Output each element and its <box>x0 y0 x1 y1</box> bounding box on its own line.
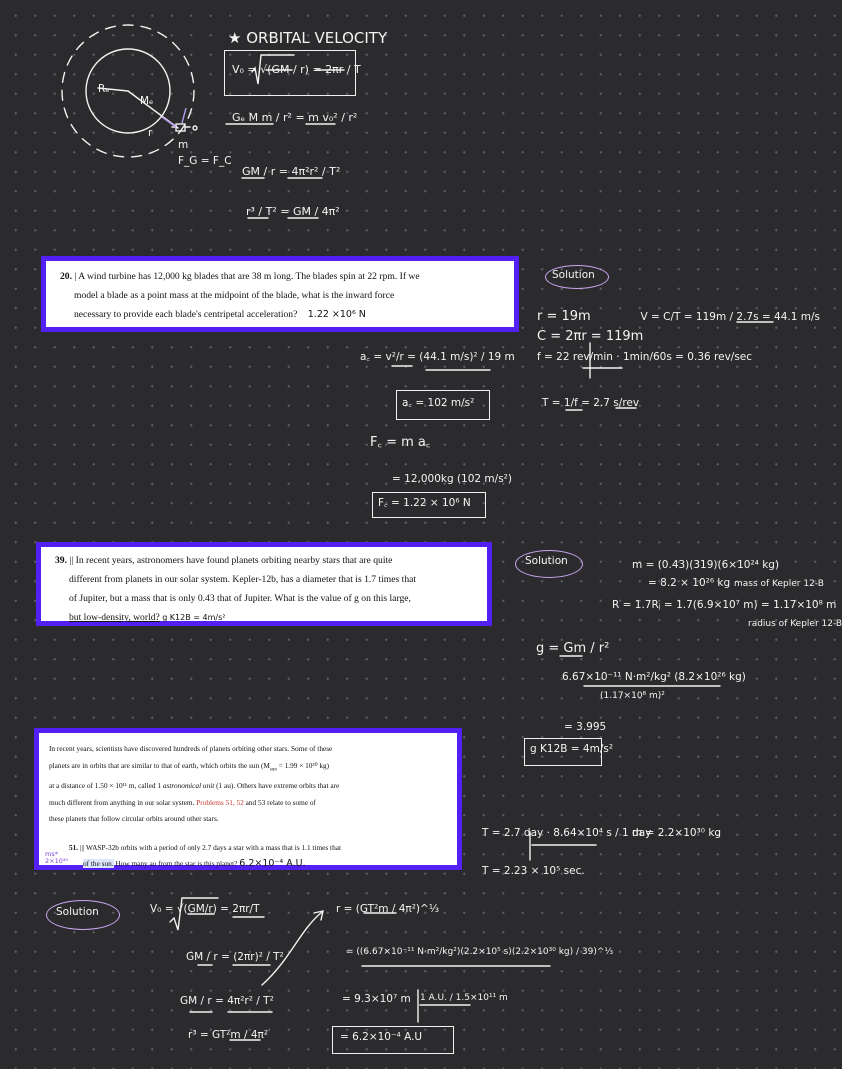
problem-51-intro-5: these planets that follow circular orbits around other stars. <box>49 814 219 824</box>
problem-51-number: 51. <box>69 842 79 852</box>
diagram-label-re: Rₑ <box>98 83 110 95</box>
solution-51-label: Solution <box>56 906 99 918</box>
solution-51-conversion: 1 A.U. / 1.5×10¹¹ m <box>420 993 508 1003</box>
problem-51-card: In recent years, scientists have discovered hundreds of planets orbiting other stars. Some of these planets are in orbits that are similar to that of earth, which orbits the sun ($M_{sun} = 1.99 \times 10^{30}$ kg) at a distance of 1.50 × 10¹¹ m, called 1 astronomical unit (1 au). Others have extreme orbits that are much different from anything in our solar system. Problems 51, 52 and 53 relate to some of these planets that follow circular orbits around other stars. 51. ||| WASP-32b orbits with a period of only 2.7 days a star with a mass that is 1.1 times that of the sun. How many au from the star is this planet? 6.2×10⁻⁴ A.U. ms* 2×10³⁰ <box>34 728 462 870</box>
kepler-line: GM / r = 4π²r² / T² <box>242 165 341 178</box>
problem-51-link-52[interactable]: , 52 <box>232 797 244 807</box>
solution-39-label: Solution <box>525 555 568 567</box>
solution-20-velocity: V = C/T = 119m / 2.7s = 44.1 m/s <box>640 311 820 323</box>
problem-20-number: 20. <box>60 271 72 282</box>
problem-39-text-4: but low-density, world? <box>69 612 160 623</box>
solution-51-line-4: r³ = GT²m / 4π² <box>188 1029 269 1041</box>
solution-39-g-value: = 3.995 <box>564 721 607 733</box>
solution-20-label: Solution <box>552 269 595 281</box>
solution-20-period: T = 1/f = 2.7 s/rev <box>542 397 640 409</box>
solution-51-mass: m = 2.2×10³⁰ kg <box>632 827 722 839</box>
problem-51-intro-3b: astronomical unit <box>162 781 215 791</box>
problem-51-intro-3a: at a distance of 1.50 × 10¹¹ m, called 1 <box>49 781 163 791</box>
problem-51-text-1: WASP-32b orbits with a period of only 2.7 days a star with a mass that is 1.1 times that <box>86 842 342 852</box>
diagram-label-me: Mₑ <box>140 95 154 107</box>
solution-20-fc-sub: = 12,000kg (102 m/s²) <box>392 473 512 485</box>
problem-51-margin-note: ms* 2×10³⁰ <box>45 850 69 865</box>
solution-20-circumference: C = 2πr = 119m <box>537 329 644 344</box>
diagram-label-m: m <box>178 139 189 151</box>
problem-51-intro-3c: (1 au). Others have extreme orbits that are <box>214 781 340 791</box>
solution-51-line-2: GM / r = (2πr)² / T² <box>186 951 284 963</box>
problem-20-text-2: model a blade as a point mass at the midpoint of the blade, what is the inward force <box>74 290 395 301</box>
solution-51-r-meters: = 9.3×10⁷ m <box>342 993 411 1005</box>
solution-20-frequency: f = 22 rev/min · 1min/60s = 0.36 rev/sec <box>537 351 753 363</box>
problem-51-answer: 6.2×10⁻⁴ A.U. <box>239 858 306 870</box>
solution-51-period: T = 2.7 day · 8.64×10⁴ s / 1 day <box>482 827 652 839</box>
problem-51-text-2b: How many au from the star is this planet? <box>113 859 238 869</box>
solution-39-mass-note: mass of Kepler 12-B <box>734 579 824 589</box>
solution-39-mass-line: m = (0.43)(319)(6×10²⁴ kg) <box>632 559 780 571</box>
diagram-label-r: r <box>148 127 153 139</box>
problem-20-text-1: A wind turbine has 12,000 kg blades that are 38 m long. The blades spin at 22 rpm. If we <box>78 271 420 282</box>
problem-51-intro-4a: much different from anything in our solar system. <box>49 797 197 807</box>
solution-51-result: = 6.2×10⁻⁴ A.U <box>340 1031 423 1043</box>
solution-20-r: r = 19m <box>537 309 591 324</box>
solution-39-g-result: g K12B = 4m/s² <box>530 743 614 755</box>
problem-51-intro-2: planets are in orbits that are similar to that of earth, which orbits the sun (M <box>49 760 270 770</box>
solution-20-ac-formula: a꜀ = v²/r = (44.1 m/s)² / 19 m <box>360 351 515 363</box>
problem-51-text-2a: of the sun. <box>83 859 114 869</box>
solution-51-v-line: V₀ = √(GM/r) = 2πr/T <box>150 903 260 915</box>
solution-51-r-formula: r = (GT²m / 4π²)^⅓ <box>336 903 439 915</box>
problem-51-intro-4e: relate to some of <box>265 797 316 807</box>
solution-20-fc-formula: F꜀ = m a꜀ <box>370 435 431 450</box>
force-balance-line: Gₑ M m / r² = m v₀² / r² <box>232 111 358 124</box>
problem-39-difficulty: || <box>69 555 74 566</box>
problem-39-text-3: of Jupiter, but a mass that is only 0.43 that of Jupiter. What is the value of g on this large, <box>69 593 411 604</box>
solution-51-period-result: T = 2.23 × 10⁵ sec. <box>482 865 585 877</box>
problem-51-link-51[interactable]: Problems 51 <box>196 797 233 807</box>
problem-20-text-3: necessary to provide each blade's centripetal acceleration? <box>74 309 298 320</box>
problem-39-card <box>36 542 492 626</box>
orbital-velocity-formula: V₀ = √(GM / r) = 2πr / T <box>232 63 361 76</box>
problem-51-intro-1: In recent years, scientists have discovered hundreds of planets orbiting other stars. Some of these <box>49 744 333 753</box>
solution-51-line-3: GM / r = 4π²r² / T² <box>180 995 274 1007</box>
satellite-icon <box>176 124 185 131</box>
orbit-path <box>62 25 194 157</box>
solution-20-ac-result: a꜀ = 102 m/s² <box>402 397 475 409</box>
problem-39-number: 39. <box>55 555 67 566</box>
ratio-line: r³ / T² = GM / 4π² <box>246 205 340 218</box>
solution-39-radius-note: radius of Kepler 12-B <box>748 619 842 629</box>
solution-39-g-numerator: 6.67×10⁻¹¹ N·m²/kg² (8.2×10²⁶ kg) <box>562 671 746 683</box>
solution-39-g-formula: g = Gm / r² <box>536 641 610 656</box>
problem-51-difficulty: ||| <box>79 842 85 852</box>
solution-20-fc-result: F꜀ = 1.22 × 10⁶ N <box>378 497 471 509</box>
solution-51-r-substitution: = ((6.67×10⁻¹¹ N·m²/kg²)(2.2×10⁵ s)(2.2×10³⁰ kg) / 39)^⅓ <box>346 947 614 957</box>
problem-51-intro-2b: = 1.99 × 10³⁰ kg) <box>276 760 330 770</box>
problem-20-card <box>41 256 519 332</box>
solution-39-mass-result: = 8.2 × 10²⁶ kg <box>648 577 731 589</box>
solution-39-radius-line: R = 1.7Rⱼ = 1.7(6.9×10⁷ m) = 1.17×10⁸ m <box>612 599 837 611</box>
problem-39-text-1: In recent years, astronomers have found planets orbiting nearby stars that are quite <box>75 555 393 566</box>
orbital-velocity-title: ★ ORBITAL VELOCITY <box>228 29 388 47</box>
problem-39-answer: g K12B = 4m/s² <box>162 613 226 622</box>
problem-20-answer: 1.22 ×10⁶ N <box>307 309 366 320</box>
solution-39-g-denominator: (1.17×10⁸ m)² <box>600 691 665 701</box>
problem-20-difficulty: | <box>74 271 77 282</box>
problem-39-text-2: different from planets in our solar system. Kepler-12b, has a diameter that is 1.7 times that <box>69 574 417 585</box>
problem-51-intro-4d[interactable]: and 53 <box>243 797 266 807</box>
force-equality: F_G = F_C <box>178 155 232 167</box>
